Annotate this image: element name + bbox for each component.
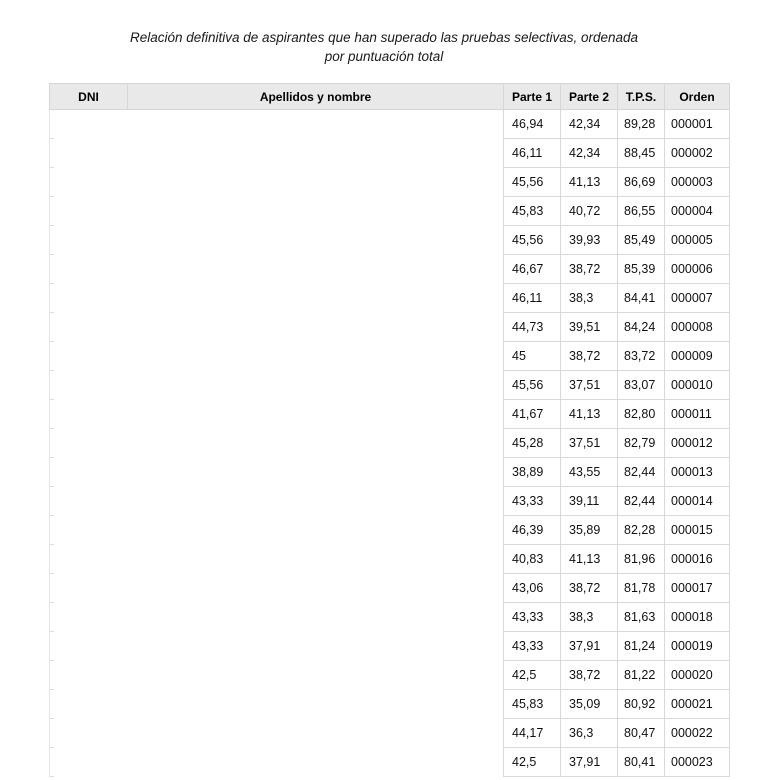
table-row — [50, 690, 730, 719]
table-row — [50, 168, 730, 197]
table-row — [50, 545, 730, 574]
cell-dni — [50, 226, 128, 255]
cell-tps: 86,55 — [618, 197, 665, 226]
cell-nombre — [128, 371, 504, 400]
cell-dni — [50, 545, 128, 574]
cell-orden: 000016 — [665, 545, 730, 574]
cell-parte1: 45,56 — [504, 168, 561, 197]
cell-parte2: 37,51 — [561, 429, 618, 458]
cell-parte1: 43,33 — [504, 632, 561, 661]
cell-orden: 000010 — [665, 371, 730, 400]
cell-parte1: 45,56 — [504, 226, 561, 255]
cell-tps: 82,44 — [618, 487, 665, 516]
cell-tps: 81,96 — [618, 545, 665, 574]
cell-parte2: 42,34 — [561, 110, 618, 139]
cell-parte2: 40,72 — [561, 197, 618, 226]
cell-nombre — [128, 690, 504, 719]
cell-orden: 000020 — [665, 661, 730, 690]
cell-parte2: 43,55 — [561, 458, 618, 487]
cell-tps: 82,28 — [618, 516, 665, 545]
cell-nombre — [128, 284, 504, 313]
cell-orden: 000023 — [665, 748, 730, 777]
table-row — [50, 284, 730, 313]
cell-tps: 80,41 — [618, 748, 665, 777]
cell-parte1: 42,5 — [504, 748, 561, 777]
cell-nombre — [128, 110, 504, 139]
cell-parte2: 37,91 — [561, 632, 618, 661]
cell-tps: 82,80 — [618, 400, 665, 429]
cell-tps: 84,41 — [618, 284, 665, 313]
table-row — [50, 632, 730, 661]
cell-dni — [50, 313, 128, 342]
cell-parte1: 40,83 — [504, 545, 561, 574]
cell-tps: 88,45 — [618, 139, 665, 168]
cell-tps: 80,92 — [618, 690, 665, 719]
cell-dni — [50, 197, 128, 226]
cell-parte2: 38,72 — [561, 574, 618, 603]
cell-nombre — [128, 516, 504, 545]
cell-parte2: 41,13 — [561, 168, 618, 197]
cell-dni — [50, 458, 128, 487]
cell-nombre — [128, 458, 504, 487]
cell-parte1: 42,5 — [504, 661, 561, 690]
cell-orden: 000021 — [665, 690, 730, 719]
cell-parte1: 45,83 — [504, 197, 561, 226]
table-row — [50, 226, 730, 255]
cell-nombre — [128, 661, 504, 690]
cell-tps: 85,39 — [618, 255, 665, 284]
cell-orden: 000017 — [665, 574, 730, 603]
cell-dni — [50, 574, 128, 603]
page-title-line1: Relación definitiva de aspirantes que han superado las pruebas selectivas, ordenada — [129, 30, 639, 45]
results-table-header — [50, 84, 730, 110]
cell-orden: 000003 — [665, 168, 730, 197]
cell-parte1: 46,11 — [504, 139, 561, 168]
table-row — [50, 603, 730, 632]
cell-orden: 000012 — [665, 429, 730, 458]
table-row — [50, 719, 730, 748]
cell-tps: 84,24 — [618, 313, 665, 342]
header-tps: T.P.S. — [618, 84, 665, 110]
cell-tps: 81,63 — [618, 603, 665, 632]
cell-parte1: 43,33 — [504, 487, 561, 516]
cell-nombre — [128, 545, 504, 574]
header-parte1: Parte 1 — [504, 84, 561, 110]
cell-nombre — [128, 574, 504, 603]
cell-tps: 86,69 — [618, 168, 665, 197]
cell-orden: 000015 — [665, 516, 730, 545]
table-row — [50, 197, 730, 226]
cell-parte1: 41,67 — [504, 400, 561, 429]
cell-parte1: 45,83 — [504, 690, 561, 719]
cell-parte1: 46,11 — [504, 284, 561, 313]
cell-nombre — [128, 139, 504, 168]
cell-parte2: 38,72 — [561, 255, 618, 284]
table-row — [50, 342, 730, 371]
cell-tps: 82,44 — [618, 458, 665, 487]
cell-orden: 000018 — [665, 603, 730, 632]
cell-parte2: 38,72 — [561, 342, 618, 371]
header-parte2: Parte 2 — [561, 84, 618, 110]
cell-parte2: 41,13 — [561, 545, 618, 574]
cell-parte1: 44,73 — [504, 313, 561, 342]
table-row — [50, 458, 730, 487]
cell-orden: 000011 — [665, 400, 730, 429]
cell-parte2: 37,91 — [561, 748, 618, 777]
cell-parte1: 43,33 — [504, 603, 561, 632]
cell-parte1: 38,89 — [504, 458, 561, 487]
cell-dni — [50, 487, 128, 516]
cell-tps: 80,47 — [618, 719, 665, 748]
cell-dni — [50, 516, 128, 545]
cell-nombre — [128, 197, 504, 226]
cell-tps: 81,22 — [618, 661, 665, 690]
cell-dni — [50, 284, 128, 313]
cell-orden: 000004 — [665, 197, 730, 226]
cell-parte2: 39,93 — [561, 226, 618, 255]
table-row — [50, 661, 730, 690]
cell-orden: 000009 — [665, 342, 730, 371]
cell-tps: 89,28 — [618, 110, 665, 139]
cell-orden: 000013 — [665, 458, 730, 487]
cell-dni — [50, 400, 128, 429]
cell-tps: 82,79 — [618, 429, 665, 458]
cell-nombre — [128, 226, 504, 255]
cell-parte1: 45,56 — [504, 371, 561, 400]
cell-dni — [50, 371, 128, 400]
table-row — [50, 139, 730, 168]
cell-parte2: 39,11 — [561, 487, 618, 516]
cell-parte2: 38,3 — [561, 284, 618, 313]
cell-orden: 000007 — [665, 284, 730, 313]
cell-parte2: 37,51 — [561, 371, 618, 400]
cell-nombre — [128, 342, 504, 371]
cell-dni — [50, 690, 128, 719]
page-title-line2: por puntuación total — [324, 49, 444, 64]
table-row — [50, 748, 730, 777]
header-nombre: Apellidos y nombre — [128, 84, 504, 110]
cell-dni — [50, 255, 128, 284]
cell-dni — [50, 661, 128, 690]
cell-parte1: 46,67 — [504, 255, 561, 284]
cell-orden: 000002 — [665, 139, 730, 168]
cell-parte1: 46,39 — [504, 516, 561, 545]
cell-orden: 000005 — [665, 226, 730, 255]
cell-dni — [50, 168, 128, 197]
cell-orden: 000001 — [665, 110, 730, 139]
cell-dni — [50, 603, 128, 632]
cell-dni — [50, 342, 128, 371]
cell-parte2: 41,13 — [561, 400, 618, 429]
cell-nombre — [128, 632, 504, 661]
table-row — [50, 255, 730, 284]
cell-tps: 83,72 — [618, 342, 665, 371]
cell-parte1: 44,17 — [504, 719, 561, 748]
header-row — [50, 84, 730, 110]
cell-parte2: 36,3 — [561, 719, 618, 748]
table-row — [50, 574, 730, 603]
cell-parte2: 39,51 — [561, 313, 618, 342]
cell-orden: 000014 — [665, 487, 730, 516]
cell-tps: 83,07 — [618, 371, 665, 400]
table-row — [50, 429, 730, 458]
cell-tps: 85,49 — [618, 226, 665, 255]
cell-nombre — [128, 400, 504, 429]
cell-nombre — [128, 719, 504, 748]
cell-parte2: 35,89 — [561, 516, 618, 545]
cell-parte2: 38,72 — [561, 661, 618, 690]
cell-orden: 000022 — [665, 719, 730, 748]
cell-dni — [50, 139, 128, 168]
cell-nombre — [128, 255, 504, 284]
table-row — [50, 313, 730, 342]
cell-orden: 000008 — [665, 313, 730, 342]
table-row — [50, 487, 730, 516]
header-dni: DNI — [50, 84, 128, 110]
cell-nombre — [128, 748, 504, 777]
cell-parte2: 38,3 — [561, 603, 618, 632]
cell-dni — [50, 110, 128, 139]
cell-dni — [50, 429, 128, 458]
cell-parte2: 42,34 — [561, 139, 618, 168]
results-table-body — [50, 110, 730, 777]
cell-parte1: 46,94 — [504, 110, 561, 139]
cell-dni — [50, 632, 128, 661]
cell-dni — [50, 748, 128, 777]
table-row — [50, 371, 730, 400]
cell-parte2: 35,09 — [561, 690, 618, 719]
cell-parte1: 45 — [504, 342, 561, 371]
cell-nombre — [128, 603, 504, 632]
header-orden: Orden — [665, 84, 730, 110]
cell-parte1: 45,28 — [504, 429, 561, 458]
page-title — [0, 0, 768, 66]
cell-nombre — [128, 313, 504, 342]
cell-nombre — [128, 487, 504, 516]
results-table — [49, 83, 730, 777]
table-row — [50, 400, 730, 429]
cell-dni — [50, 719, 128, 748]
cell-tps: 81,78 — [618, 574, 665, 603]
cell-orden: 000006 — [665, 255, 730, 284]
cell-tps: 81,24 — [618, 632, 665, 661]
cell-orden: 000019 — [665, 632, 730, 661]
cell-nombre — [128, 429, 504, 458]
cell-parte1: 43,06 — [504, 574, 561, 603]
table-row — [50, 516, 730, 545]
table-row — [50, 110, 730, 139]
cell-nombre — [128, 168, 504, 197]
